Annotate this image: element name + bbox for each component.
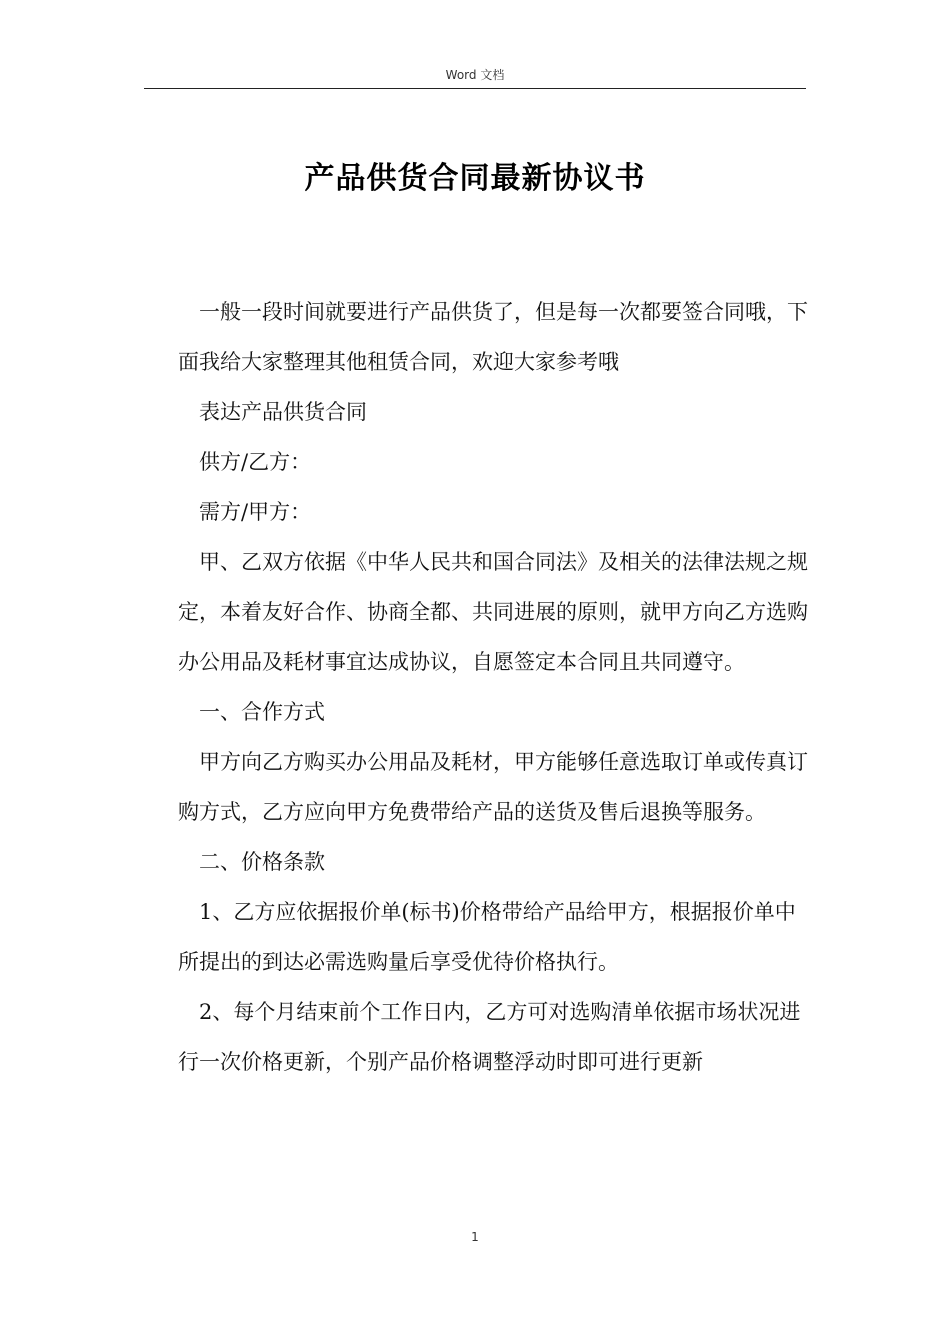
page-number: 1 [471,1230,479,1244]
paragraph-price-clause-2: 2、每个月结束前个工作日内，乙方可对选购清单依据市场状况进行一次价格更新，个别产品价格调整浮动时即可进行更新 [178,1000,801,1074]
document-title: 产品供货合同最新协议书 [304,161,646,196]
paragraph-supplier: 供方/乙方： [199,450,312,474]
section-heading-price: 二、价格条款 [199,850,325,874]
paragraph-price-clause-1: 1、乙方应依据报价单(标书)价格带给产品给甲方，根据报价单中所提出的到达必需选购量后享受优待价格执行。 [178,900,796,974]
header-divider [144,88,806,89]
paragraph-cooperation: 甲方向乙方购买办公用品及耗材，甲方能够任意选取订单或传真订购方式，乙方应向甲方免费带给产品的送货及售后退换等服务。 [178,750,808,824]
document-body [178,287,808,1087]
section-heading-cooperation: 一、合作方式 [199,700,325,724]
paragraph-contract-heading: 表达产品供货合同 [199,400,367,424]
paragraph-preamble: 甲、乙双方依据《中华人民共和国合同法》及相关的法律法规之规定，本着友好合作、协商全都、共同进展的原则，就甲方向乙方选购办公用品及耗材事宜达成协议，自愿签定本合同且共同遵守。 [178,550,808,674]
paragraph-buyer: 需方/甲方： [199,500,312,524]
paragraph-intro: 一般一段时间就要进行产品供货了，但是每一次都要签合同哦，下面我给大家整理其他租赁合同，欢迎大家参考哦 [178,300,808,374]
page-header-label: Word 文档 [445,68,505,82]
